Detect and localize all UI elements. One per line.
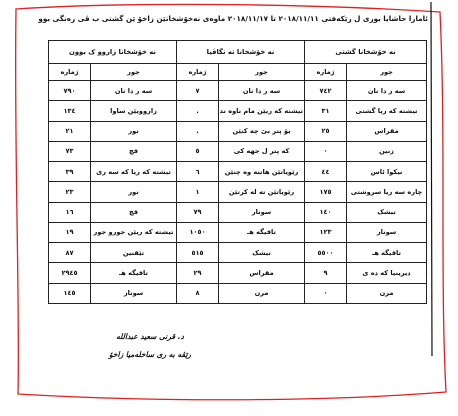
cell-count: ٢٣ xyxy=(49,182,91,202)
cell-count: ٢٩٤٥ xyxy=(49,263,91,283)
cell-count: . xyxy=(177,101,219,121)
cell-type: مقراس xyxy=(347,121,427,141)
cell-count: ٧٩٠ xyxy=(49,81,91,101)
cell-count: ١٧٥ xyxy=(305,182,347,202)
cell-count: . xyxy=(177,121,219,141)
cell-count: ٢٩ xyxy=(177,263,219,283)
cell-type: کە پتر ل جهە کی xyxy=(219,141,305,161)
table-row xyxy=(49,243,427,263)
signature-title: رێڤە بە ری ساخلەمیا زاخۆ xyxy=(108,350,192,359)
cell-count: ٢٥ xyxy=(305,121,347,141)
cell-count: ٠ xyxy=(305,283,347,303)
cell-count: ٧٩ xyxy=(177,202,219,222)
cell-count: ٥١٥ xyxy=(177,243,219,263)
column-header-row xyxy=(49,64,427,81)
cell-type: رێویاتێن هاتنە وە چنێن xyxy=(219,162,305,182)
group-header-general: نە خۆشخانا گشتی xyxy=(305,41,427,64)
cell-type: تیشتە کە ریا گشتی xyxy=(347,101,427,121)
cell-type: نیکوا ئاس xyxy=(347,162,427,182)
cell-count: ٧ xyxy=(177,81,219,101)
cell-type: نور xyxy=(91,121,177,141)
signature-name: د. قرنی سعید عبدالله xyxy=(116,332,184,341)
cell-type: تێقنین xyxy=(91,243,177,263)
cell-count: ٢١ xyxy=(49,121,91,141)
table-row xyxy=(49,141,427,161)
cell-type: سە ر دا نان xyxy=(347,81,427,101)
table-row xyxy=(49,283,427,303)
cell-count: ٤٤ xyxy=(305,162,347,182)
cell-type: بۆ پتر بێ چە کنێن xyxy=(219,121,305,141)
cell-count: ٥ xyxy=(177,141,219,161)
cell-count: ١٢٣ xyxy=(305,222,347,242)
cell-type: تاقیگە هـ xyxy=(347,243,427,263)
cell-count: ١٦ xyxy=(49,202,91,222)
cell-type: تیشتە کە ریێن مام ناوە ند xyxy=(219,101,305,121)
cell-count: ٨ xyxy=(177,283,219,303)
cell-type: زنین xyxy=(347,141,427,161)
cell-type: زاروویێن ساوا xyxy=(91,101,177,121)
cell-count: ٥٥٠٠ xyxy=(305,243,347,263)
cell-type: سە ر دا نان xyxy=(91,81,177,101)
column-header-type: جور xyxy=(91,64,177,81)
cell-count: ٣٩ xyxy=(49,162,91,182)
cell-type: قچ xyxy=(91,141,177,161)
cell-count: ١٩ xyxy=(49,222,91,242)
cell-type: تیشتە کە ریا کە سە ری xyxy=(91,162,177,182)
column-header-type: جور xyxy=(219,64,305,81)
cell-count: ١٤٥ xyxy=(49,283,91,303)
cell-type: تیشتە کە ریێن جورو جور xyxy=(91,222,177,242)
cell-type: سونار xyxy=(219,202,305,222)
column-header-count: ژمارە xyxy=(49,64,91,81)
cell-type: تاقیگە هـ xyxy=(91,263,177,283)
group-header-row xyxy=(49,41,427,64)
cell-count: ١ xyxy=(177,182,219,202)
cell-count: ٠ xyxy=(305,141,347,161)
group-header-emergency: نە خۆشخانا تە نگاڤیا xyxy=(177,41,305,64)
group-header-maternity: نە خۆشخانا زاروو ک بوون xyxy=(49,41,177,64)
table-row xyxy=(49,202,427,222)
column-header-count: ژمارە xyxy=(177,64,219,81)
cell-type: دیرینیا کە دە ی xyxy=(347,263,427,283)
cell-count: ٨٧ xyxy=(49,243,91,263)
cell-type: مرن xyxy=(219,283,305,303)
cell-count: ٧٣ xyxy=(49,141,91,161)
cell-type: رێویاتێن تە لە کرتێن xyxy=(219,182,305,202)
column-header-count: ژمارە xyxy=(305,64,347,81)
cell-count: ٦ xyxy=(177,162,219,182)
cell-type: سە ر دا نان xyxy=(219,81,305,101)
table-row xyxy=(49,263,427,283)
cell-count: ١٠٥٠ xyxy=(177,222,219,242)
cell-count: ١٤٠ xyxy=(305,202,347,222)
table-row xyxy=(49,81,427,101)
hospital-stats-table xyxy=(48,40,427,304)
page-edge-line xyxy=(431,2,432,356)
cell-count: ٧٤٢ xyxy=(305,81,347,101)
cell-type: مقراس xyxy=(219,263,305,283)
cell-type: تیشک xyxy=(347,202,427,222)
table-row xyxy=(49,222,427,242)
cell-type: سونار xyxy=(347,222,427,242)
table-row xyxy=(49,162,427,182)
cell-count: ٣١ xyxy=(305,101,347,121)
cell-count: ١٣٤ xyxy=(49,101,91,121)
cell-type: تیشک xyxy=(219,243,305,263)
cell-type: مرن xyxy=(347,283,427,303)
table-row xyxy=(49,182,427,202)
cell-type: چارە سە ریا سروشتی xyxy=(347,182,427,202)
document-heading: ئامارا حاشایا بوری ل رێکەفتی ٢٠١٨/١١/١١ تا ٢٠١٨/١١/١٧ ماوەی نەخۆشخانێن زاخۆ ێن گشتی ب ڤی رەنگی بوو xyxy=(38,14,428,23)
table-row xyxy=(49,121,427,141)
table-row xyxy=(49,101,427,121)
column-header-type: جور xyxy=(347,64,427,81)
cell-type: سونار xyxy=(91,283,177,303)
cell-type: نور xyxy=(91,182,177,202)
cell-type: قچ xyxy=(91,202,177,222)
cell-type: تاقیگە هـ xyxy=(219,222,305,242)
cell-count: ٩ xyxy=(305,263,347,283)
